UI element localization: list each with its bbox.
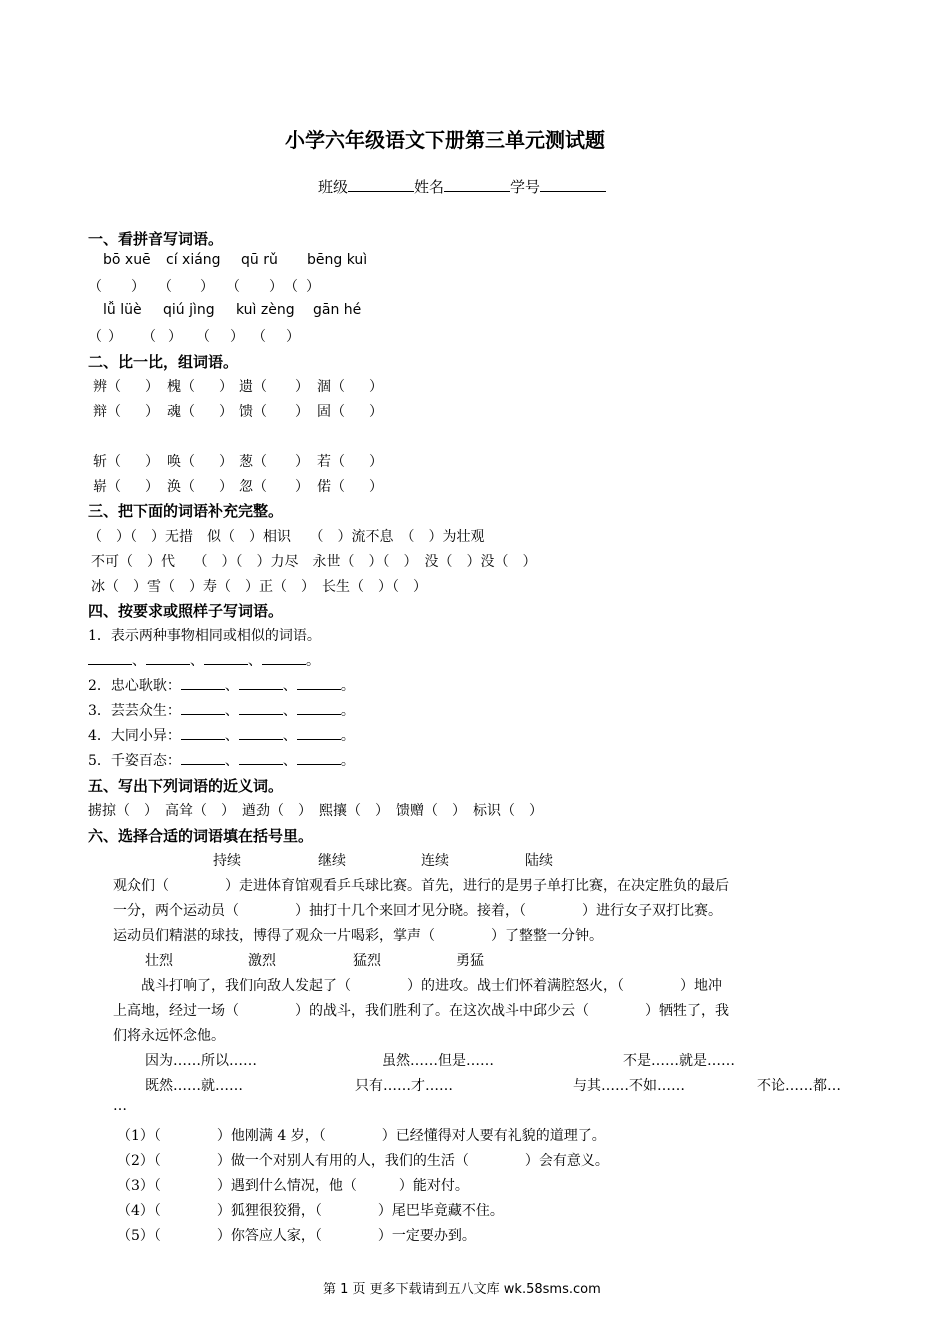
pinyin-5: lǚ lüè xyxy=(103,302,142,318)
blank[interactable] xyxy=(297,700,341,715)
blank[interactable] xyxy=(239,700,283,715)
paragraph-1-line-2: 一分，两个运动员（ ）抽打十几个来回才见分晓。接着，（ ）进行女子双打比赛。 xyxy=(113,903,722,919)
conjunction-option: 虽然……但是…… xyxy=(382,1053,494,1069)
blank[interactable] xyxy=(297,725,341,740)
question-4-2: 2．忠心耿耿： 、 、 。 xyxy=(88,675,355,695)
paragraph-1-line-3: 运动员们精湛的球技，博得了观众一片喝彩，掌声（ ）了整整一分钟。 xyxy=(113,928,603,944)
blank[interactable] xyxy=(181,750,225,765)
pinyin-8: gān hé xyxy=(313,302,362,318)
question-4-3: 3．芸芸众生： 、 、 。 xyxy=(88,700,355,720)
pinyin-2: cí xiáng xyxy=(166,252,221,268)
paragraph-2-line-1: 战斗打响了，我们向敌人发起了（ ）的进攻。战士们怀着满腔怒火，（ ）地冲 xyxy=(141,978,722,994)
idiom-line-3: 冰（ ）雪（ ）寿（ ）正（ ） 长生（ ）（ ） xyxy=(91,579,427,595)
idiom-line-2: 不可（ ）代 （ ）（ ）力尽 永世（ ）（ ） 没（ ）没（ ） xyxy=(91,554,537,570)
idiom-line-1: （ ）（ ）无措 似（ ）相识 （ ）流不息 （ ）为壮观 xyxy=(88,529,485,545)
blank[interactable] xyxy=(239,675,283,690)
pinyin-3: qū rǔ xyxy=(241,252,278,268)
blank[interactable] xyxy=(146,650,190,665)
blank[interactable] xyxy=(181,700,225,715)
word-option: 继续 xyxy=(318,853,346,869)
name-blank[interactable] xyxy=(444,177,510,192)
conjunction-option: 只有……才…… xyxy=(355,1078,453,1094)
blank[interactable] xyxy=(181,725,225,740)
blank[interactable] xyxy=(262,650,306,665)
conjunction-option: 不是……就是…… xyxy=(623,1053,735,1069)
synonym-line: 掳掠（ ） 高耸（ ） 遒劲（ ） 熙攘（ ） 馈赠（ ） 标识（ ） xyxy=(88,803,543,819)
sentence-item-3: （3）（ ）遇到什么情况，他（ ）能对付。 xyxy=(117,1178,469,1194)
section-3-heading: 三、把下面的词语补充完整。 xyxy=(88,502,284,520)
blank[interactable] xyxy=(239,725,283,740)
answer-4-1: 、 、 、 。 xyxy=(88,650,320,670)
word-option: 猛烈 xyxy=(353,953,381,969)
paragraph-1-line-1: 观众们（ ）走进体育馆观看乒乓球比赛。首先，进行的是男子单打比赛，在决定胜负的最后 xyxy=(113,878,729,894)
conjunction-option: 不论……都… xyxy=(757,1078,841,1094)
blank[interactable] xyxy=(297,675,341,690)
blank[interactable] xyxy=(204,650,248,665)
blank[interactable] xyxy=(181,675,225,690)
paragraph-2-line-3: 们将永远怀念他。 xyxy=(113,1028,225,1044)
class-label: 班级 xyxy=(318,178,349,196)
question-4-1: 1．表示两种事物相同或相似的词语。 xyxy=(88,628,321,644)
word-option: 陆续 xyxy=(525,853,553,869)
name-label: 姓名 xyxy=(414,178,445,196)
conjunction-option: 既然……就…… xyxy=(145,1078,243,1094)
paragraph-2-line-2: 上高地，经过一场（ ）的战斗，我们胜利了。在这次战斗中邱少云（ ）牺牲了，我 xyxy=(113,1003,729,1019)
pinyin-4: bēng kuì xyxy=(307,252,368,268)
section-5-heading: 五、写出下列词语的近义词。 xyxy=(88,777,284,795)
question-4-5: 5．千姿百态： 、 、 。 xyxy=(88,750,355,770)
section-1-heading: 一、看拼音写词语。 xyxy=(88,230,224,248)
blank[interactable] xyxy=(297,750,341,765)
blank[interactable] xyxy=(88,650,132,665)
sentence-item-5: （5）（ ）你答应人家，（ ）一定要办到。 xyxy=(117,1228,476,1244)
word-option: 勇猛 xyxy=(456,953,484,969)
id-blank[interactable] xyxy=(540,177,606,192)
class-blank[interactable] xyxy=(348,177,414,192)
word-option: 持续 xyxy=(213,853,241,869)
sentence-item-4: （4）（ ）狐狸很狡猾，（ ）尾巴毕竟藏不住。 xyxy=(117,1203,504,1219)
word-option: 壮烈 xyxy=(145,953,173,969)
section-4-heading: 四、按要求或照样子写词语。 xyxy=(88,602,284,620)
sentence-item-1: （1）（ ）他刚满 4 岁，（ ）已经懂得对人要有礼貌的道理了。 xyxy=(117,1128,606,1144)
page-title: 小学六年级语文下册第三单元测试题 xyxy=(285,128,605,152)
sentence-item-2: （2）（ ）做一个对别人有用的人，我们的生活（ ）会有意义。 xyxy=(117,1153,609,1169)
conjunction-option: 与其……不如…… xyxy=(573,1078,685,1094)
word-option: 激烈 xyxy=(248,953,276,969)
pinyin-6: qiú jìng xyxy=(163,302,215,318)
id-label: 学号 xyxy=(510,178,541,196)
word-option: 连续 xyxy=(421,853,449,869)
page-footer: 第 1 页 更多下载请到五八文库 wk.58sms.com xyxy=(323,1282,601,1297)
section-6-heading: 六、选择合适的词语填在括号里。 xyxy=(88,827,314,845)
pinyin-7: kuì zèng xyxy=(236,302,295,318)
question-4-4: 4．大同小异： 、 、 。 xyxy=(88,725,355,745)
conjunction-option: 因为……所以…… xyxy=(145,1053,257,1069)
section-2-heading: 二、比一比，组词语。 xyxy=(88,353,239,371)
conjunction-tail: … xyxy=(113,1098,127,1114)
blank[interactable] xyxy=(239,750,283,765)
student-info-line xyxy=(318,176,606,197)
pinyin-1: bō xuē xyxy=(103,252,151,268)
